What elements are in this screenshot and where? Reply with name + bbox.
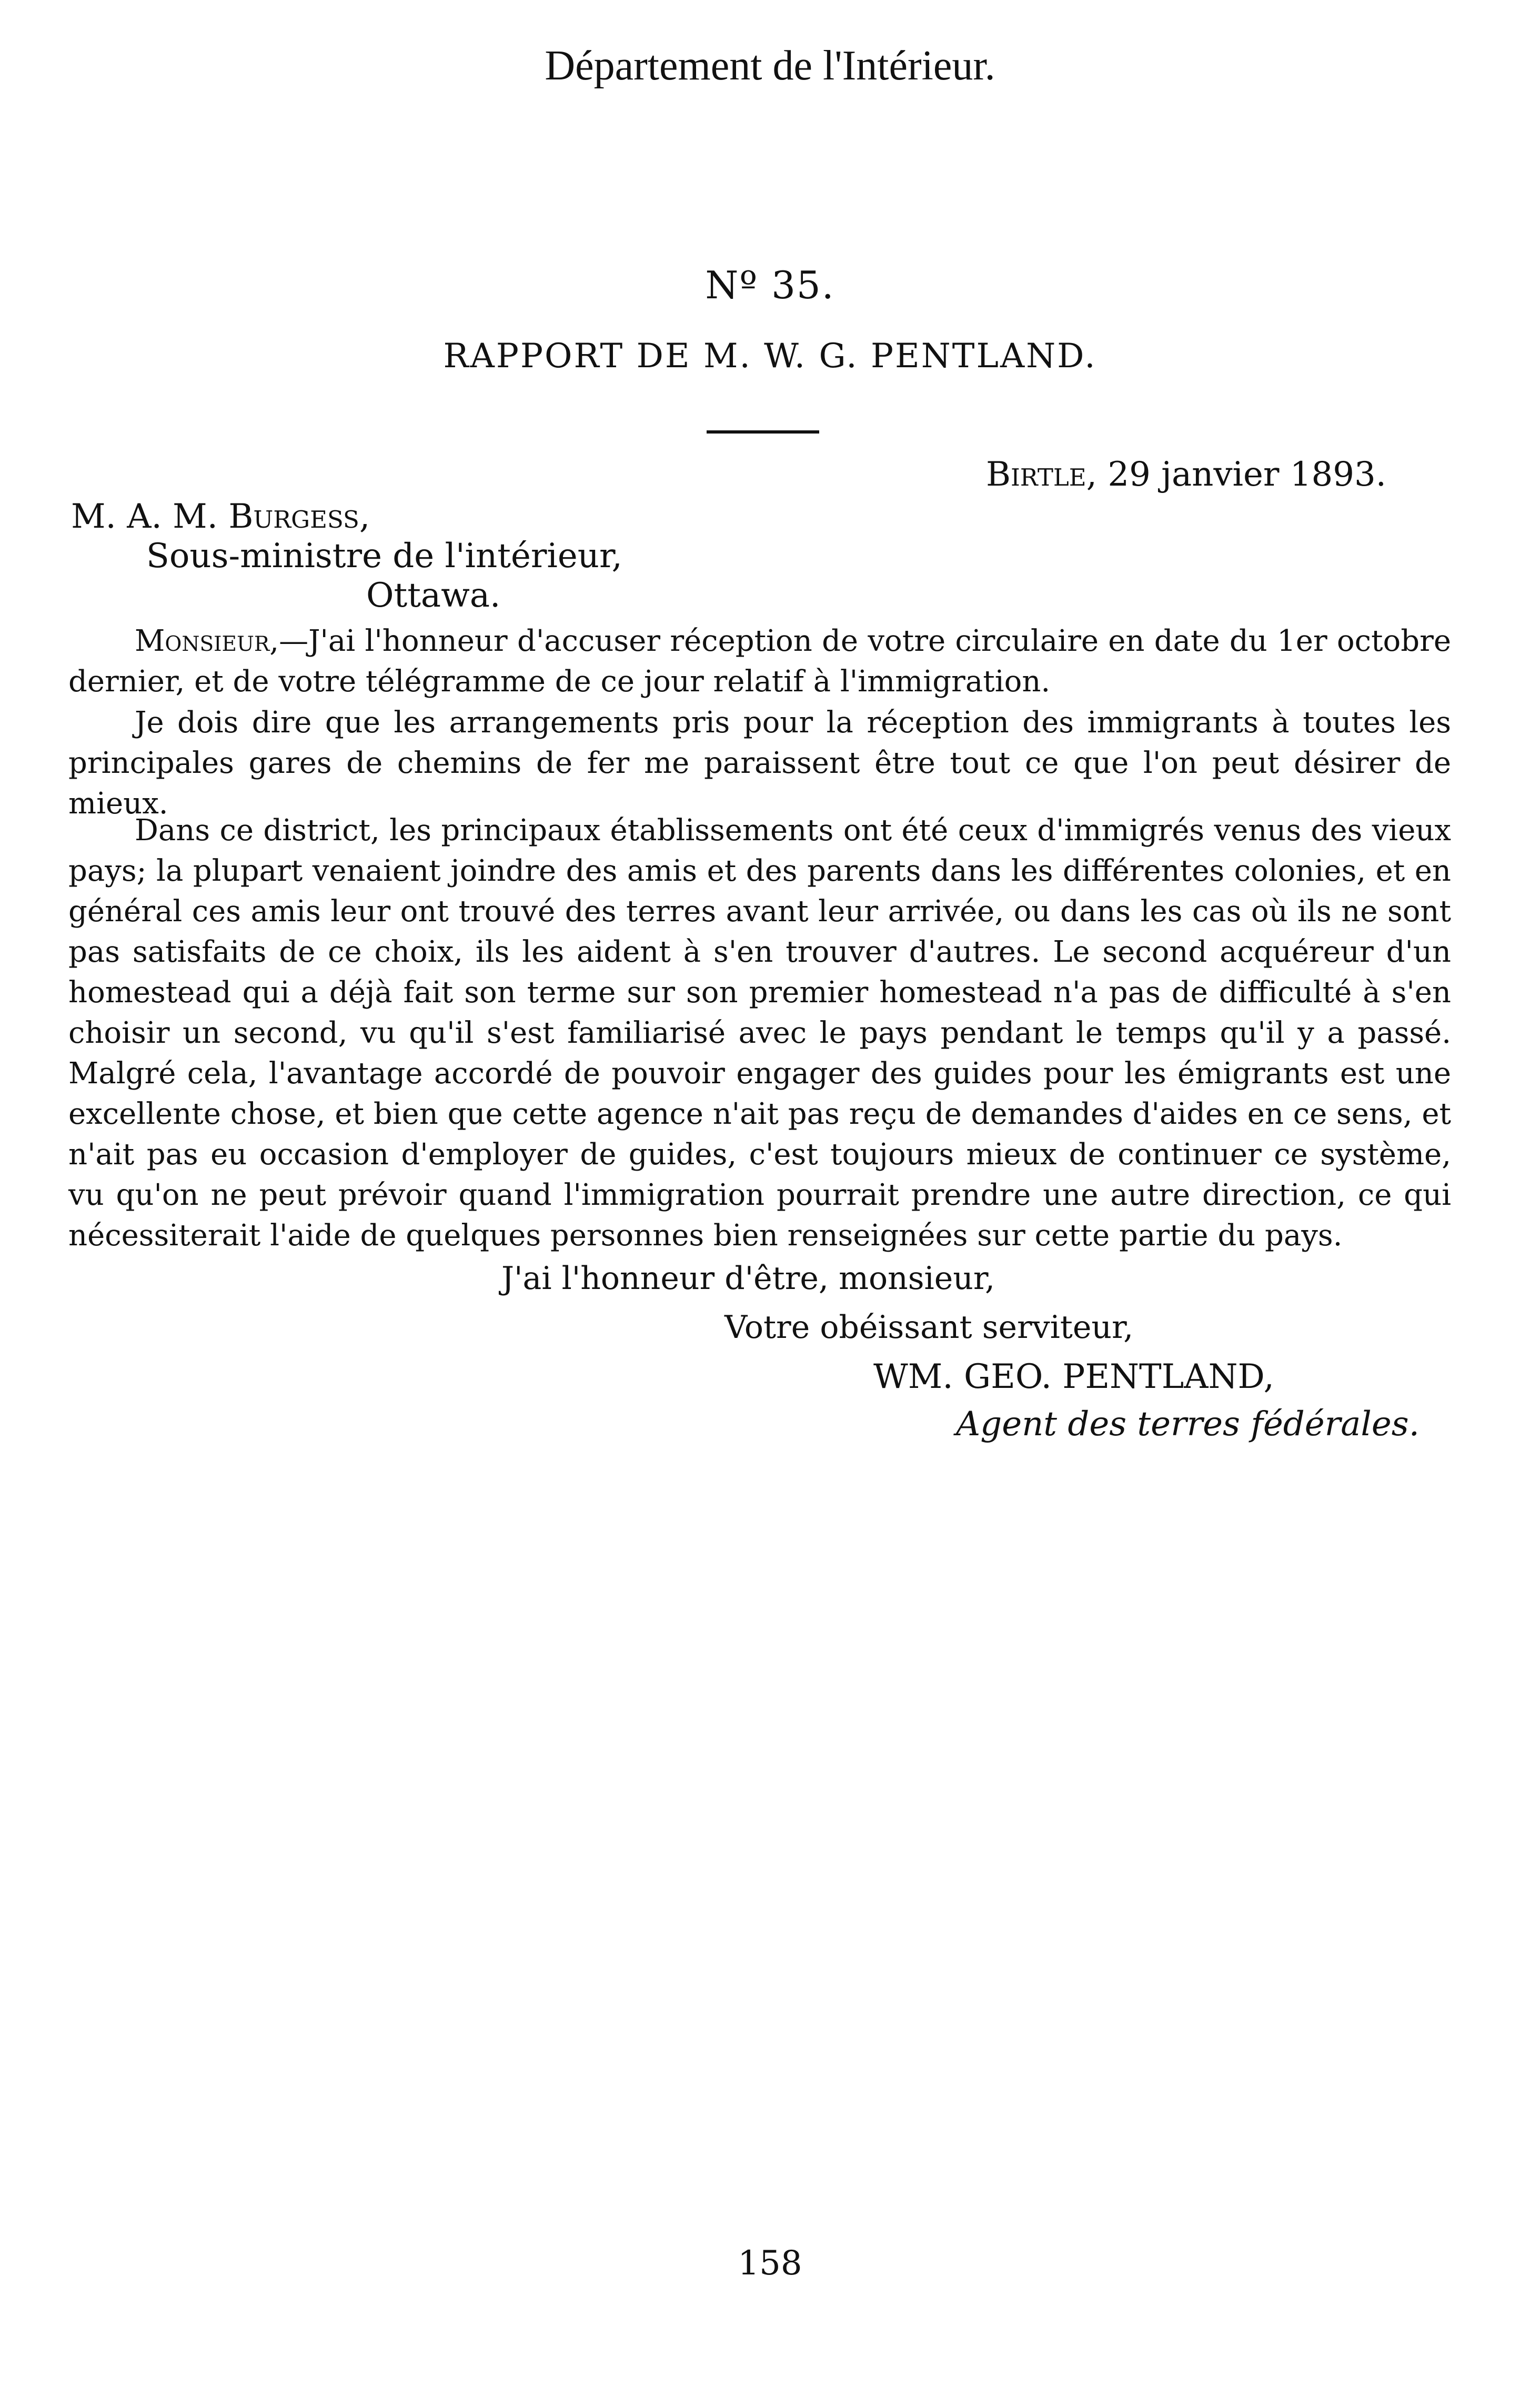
addressee-prefix: M. A. M. (71, 497, 229, 536)
signature: WM. GEO. PENTLAND, (873, 1357, 1274, 1396)
salutation: Monsieur (135, 624, 270, 658)
dateline (986, 455, 1386, 494)
title-divider (707, 430, 819, 434)
page-number: 158 (738, 2244, 802, 2283)
addressee-title: Sous-ministre de l'intérieur, (146, 537, 622, 576)
paragraph-1-text: ,—J'ai l'honneur d'accuser réception de votre circulaire en date du 1er octobre dernier, et de votre télégramme de ce jour relatif à l'immigration. (68, 624, 1451, 699)
addressee-surname: Burgess (228, 497, 359, 536)
document-number: Nº 35. (705, 263, 835, 307)
paragraph-2: Je dois dire que les arrangements pris pour la réception des immigrants à toutes les principales gares de chemins de fer me paraissent être tout ce que l'on peut désirer de mieux. (68, 706, 1451, 821)
paragraph-1 (68, 621, 1451, 702)
addressee-city: Ottawa. (366, 576, 501, 615)
running-head: Département de l'Intérieur. (545, 43, 995, 89)
addressee-suffix: , (359, 497, 370, 536)
addressee-name (71, 497, 370, 536)
signature-title: Agent des terres fédérales. (956, 1405, 1420, 1444)
dateline-place: Birtle (986, 455, 1086, 494)
dateline-date: , 29 janvier 1893. (1086, 455, 1386, 494)
closing-line-1: J'ai l'honneur d'être, monsieur, (501, 1260, 995, 1297)
report-title: RAPPORT DE M. W. G. PENTLAND. (443, 337, 1097, 376)
paragraph-3: Dans ce district, les principaux établissements ont été ceux d'immigrés venus des vieux pays; la plupart venaient joindre des amis et des parents dans les différentes colonies, et en général ces amis leur ont trouvé des terres avant leur arrivée, ou dans les cas où ils ne sont pas satisfaits de ce choix, ils les aident à s'en trouver d'autres. Le second acquéreur d'un homestead qui a déjà fait son terme sur son premier homestead n'a pas de difficulté à s'en choisir un second, vu qu'il s'est familiarisé avec le pays pendant le temps qu'il y a passé. Malgré cela, l'avantage accordé de pouvoir engager des guides pour les émigrants est une excellente chose, et bien que cette agence n'ait pas reçu de demandes d'aides en ce sens, et n'ait pas eu occasion d'employer de guides, c'est toujours mieux de continuer ce système, vu qu'on ne peut prévoir quand l'immigration pourrait prendre une autre direction, ce qui nécessiterait l'aide de quelques personnes bien renseignées sur cette partie du pays. (68, 813, 1451, 1253)
closing-line-2: Votre obéissant serviteur, (724, 1309, 1134, 1346)
